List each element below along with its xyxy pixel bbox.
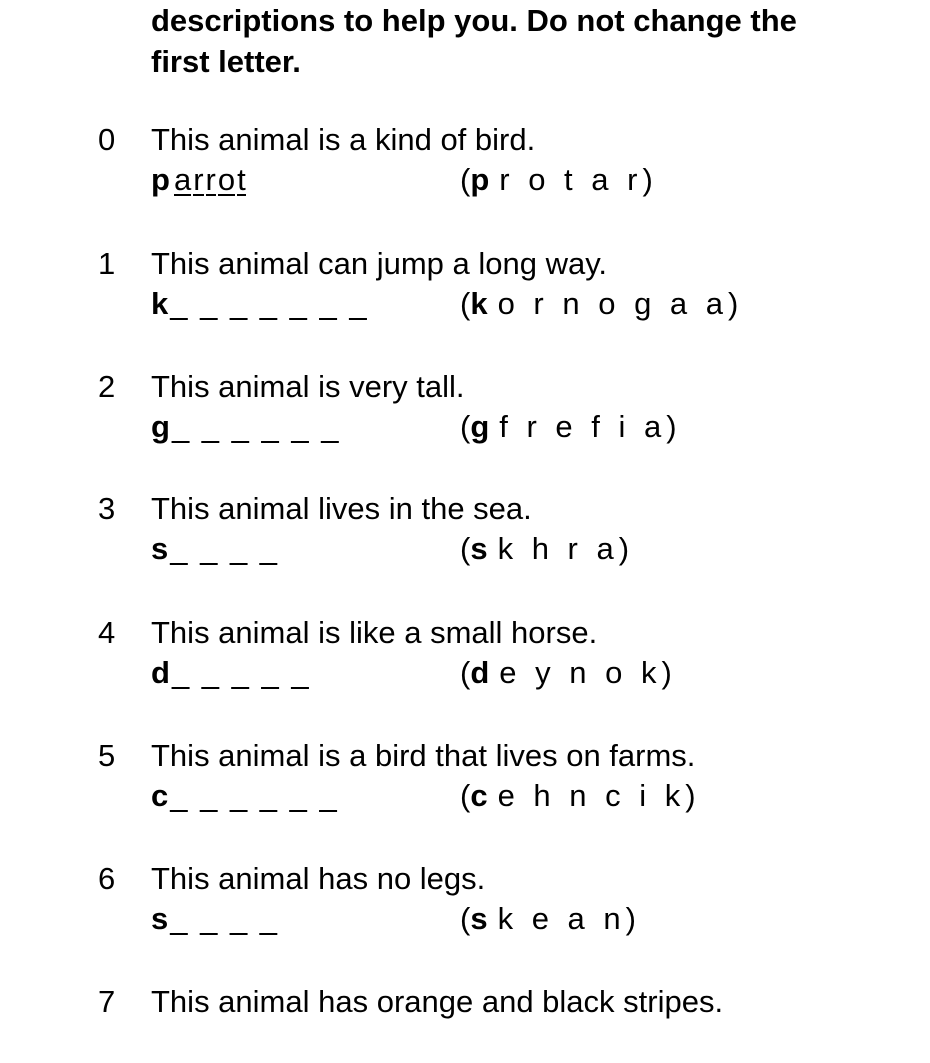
answer-letter: r — [193, 162, 204, 197]
filled-answer — [174, 161, 248, 199]
scrambled-hint — [460, 408, 677, 446]
scrambled-hint — [460, 161, 653, 199]
first-letter: k — [151, 286, 169, 321]
scrambled-hint — [460, 654, 672, 692]
answer-letter: a — [173, 162, 192, 197]
item-number: 0 — [98, 122, 116, 157]
answer-blanks[interactable]: _ _ _ _ — [170, 901, 280, 936]
answer-blanks[interactable]: _ _ _ _ _ _ _ — [170, 286, 369, 321]
item-description: This animal is like a small horse. — [151, 615, 598, 650]
answer-letter: t — [237, 162, 246, 197]
hint-first-letter: g — [470, 409, 490, 444]
hint-first-letter: k — [470, 286, 488, 321]
hint-close-paren: ) — [661, 655, 672, 690]
hint-open-paren: ( — [460, 778, 471, 813]
hint-first-letter: s — [470, 901, 488, 936]
hint-open-paren: ( — [460, 901, 471, 936]
hint-open-paren: ( — [460, 162, 471, 197]
instructions-line-2: first letter. — [151, 44, 301, 79]
hint-scrambled-letters: k e a n — [497, 901, 626, 936]
exercise-item — [0, 245, 930, 325]
hint-scrambled-letters: f r e f i a — [499, 409, 667, 444]
instructions-line-1: descriptions to help you. Do not change the — [151, 3, 797, 38]
answer-row — [151, 654, 851, 692]
hint-close-paren: ) — [685, 778, 696, 813]
exercise-item — [0, 490, 930, 570]
scrambled-hint — [460, 900, 636, 938]
hint-open-paren: ( — [460, 531, 471, 566]
hint-close-paren: ) — [618, 531, 630, 566]
answer-blanks[interactable]: _ _ _ _ _ — [171, 655, 311, 690]
exercise-item — [0, 121, 930, 201]
first-letter: s — [151, 531, 169, 566]
hint-first-letter: p — [470, 162, 490, 197]
item-number: 6 — [98, 861, 116, 896]
first-letter: g — [151, 409, 170, 444]
hint-first-letter: c — [470, 778, 488, 813]
answer-letter: r — [205, 162, 216, 197]
hint-scrambled-letters: e h n c i k — [497, 778, 686, 813]
item-number: 7 — [98, 984, 116, 1019]
hint-open-paren: ( — [460, 409, 471, 444]
item-number: 2 — [98, 369, 116, 404]
item-description: This animal has orange and black stripes. — [151, 984, 724, 1019]
answer-row — [151, 900, 851, 938]
hint-close-paren: ) — [625, 901, 636, 936]
item-description: This animal can jump a long way. — [151, 246, 608, 281]
hint-open-paren: ( — [460, 286, 471, 321]
hint-scrambled-letters: k h r a — [497, 531, 619, 566]
hint-first-letter: d — [470, 655, 490, 690]
scrambled-hint — [460, 777, 696, 815]
first-letter: s — [151, 901, 169, 936]
answer-letter: o — [217, 162, 236, 197]
exercise-item — [0, 614, 930, 694]
first-letter: d — [151, 655, 170, 690]
item-number: 3 — [98, 491, 116, 526]
hint-scrambled-letters: e y n o k — [499, 655, 662, 690]
answer-row — [151, 408, 851, 446]
hint-close-paren: ) — [666, 409, 677, 444]
scrambled-hint — [460, 285, 738, 323]
exercise-item — [0, 860, 930, 940]
hint-first-letter: s — [470, 531, 488, 566]
hint-close-paren: ) — [728, 286, 739, 321]
item-description: This animal is a kind of bird. — [151, 122, 536, 157]
answer-row — [151, 161, 851, 199]
answer-blanks[interactable]: _ _ _ _ — [170, 531, 280, 566]
exercise-item — [0, 737, 930, 817]
instructions — [151, 0, 921, 82]
hint-open-paren: ( — [460, 655, 471, 690]
answer-row — [151, 1023, 851, 1061]
first-letter: p — [151, 162, 170, 197]
answer-row — [151, 777, 851, 815]
hint-scrambled-letters: o r n o g a a — [497, 286, 729, 321]
answer-row — [151, 530, 851, 568]
item-description: This animal is a bird that lives on farms. — [151, 738, 696, 773]
item-description: This animal lives in the sea. — [151, 491, 532, 526]
item-number: 4 — [98, 615, 116, 650]
item-number: 1 — [98, 246, 116, 281]
answer-blanks[interactable]: _ _ _ _ _ _ — [171, 409, 341, 444]
exercise-item — [0, 368, 930, 448]
exercise-item — [0, 983, 930, 1063]
hint-close-paren: ) — [642, 162, 653, 197]
scrambled-hint — [460, 1023, 470, 1061]
scrambled-hint — [460, 530, 629, 568]
answer-row — [151, 285, 851, 323]
item-description: This animal is very tall. — [151, 369, 465, 404]
hint-scrambled-letters: r o t a r — [499, 162, 643, 197]
first-letter: c — [151, 778, 169, 813]
item-number: 5 — [98, 738, 116, 773]
answer-blanks[interactable]: _ _ _ _ _ _ — [170, 778, 339, 813]
item-description: This animal has no legs. — [151, 861, 486, 896]
